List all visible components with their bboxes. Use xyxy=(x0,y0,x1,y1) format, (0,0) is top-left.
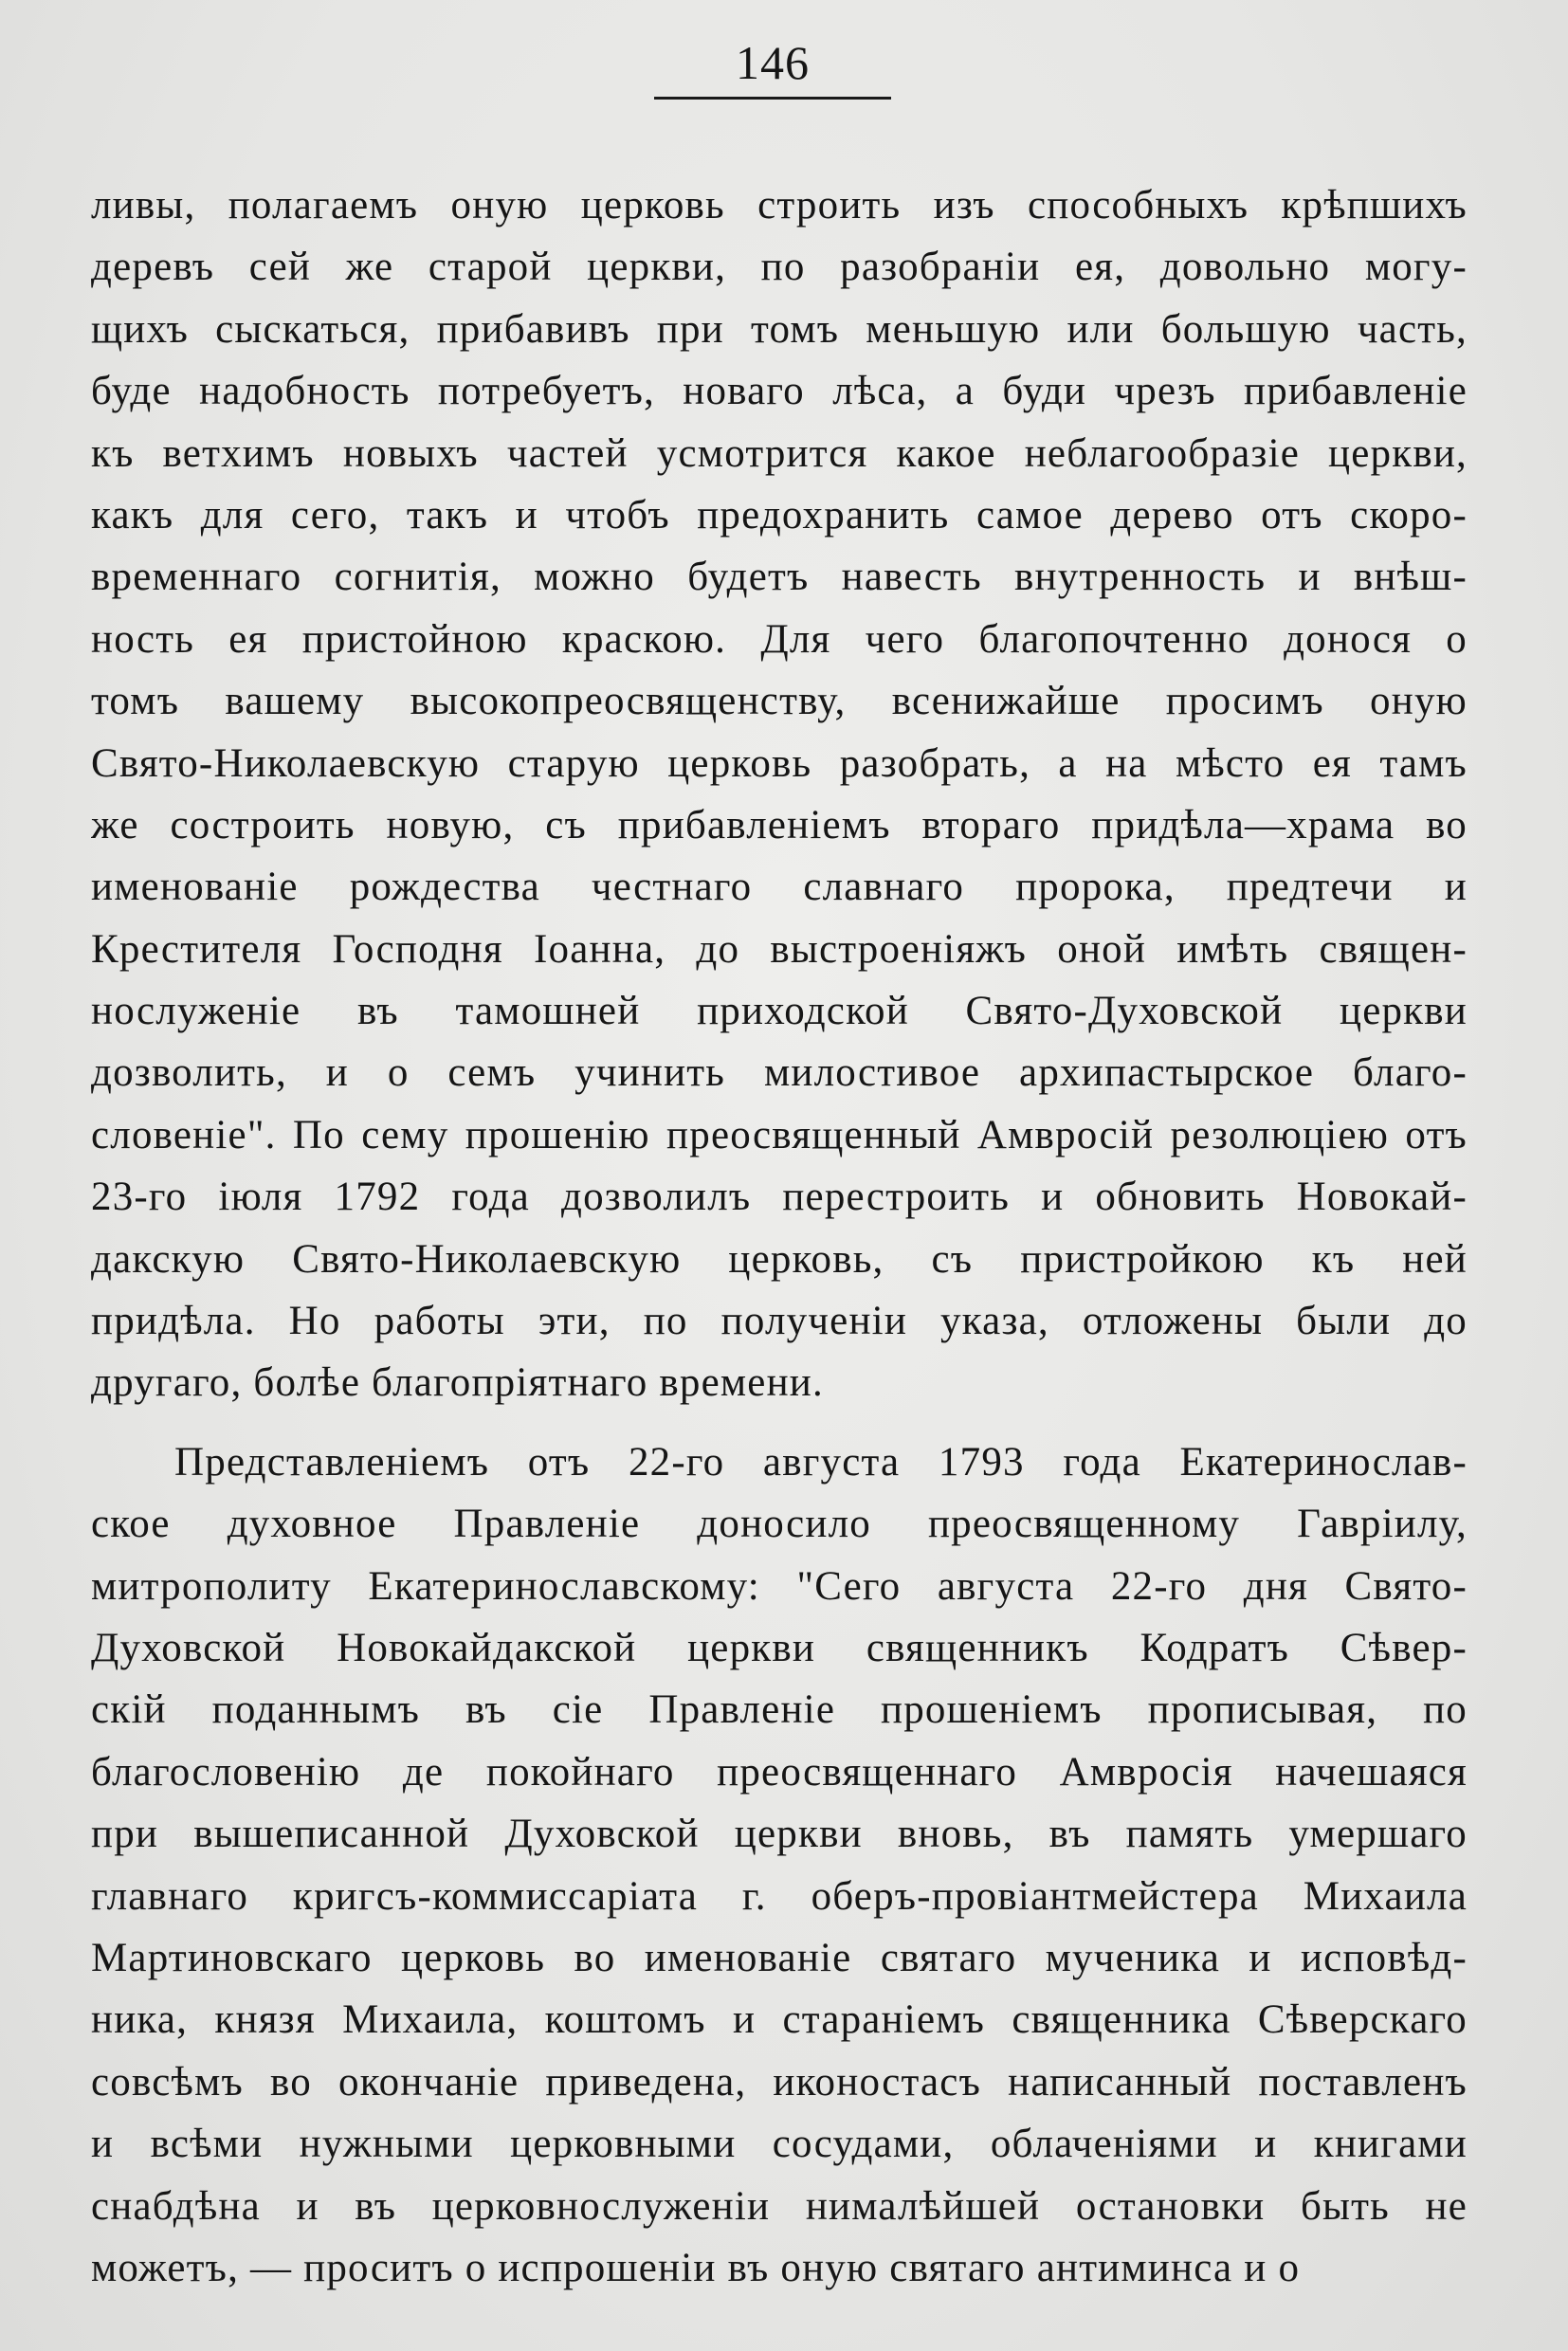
text-line: Представленіемъ отъ 22-го августа 1793 года Екатеринослав- xyxy=(174,1439,1468,1485)
text-line: томъ вашему высокопреосвященству, всенижайше просимъ оную xyxy=(91,679,1468,724)
text-line: какъ для сего, такъ и чтобъ предохранить самое дерево отъ скоро- xyxy=(91,492,1468,538)
paragraph xyxy=(91,174,1468,1414)
text-line: ника, князя Михаила, коштомъ и стараніемъ священника Сѣверскаго xyxy=(91,1997,1468,2043)
text-line: другаго, болѣе благопріятнаго времени. xyxy=(91,1360,824,1406)
text-line: при вышеписанной Духовской церкви вновь, въ память умершаго xyxy=(91,1812,1468,1857)
body-text xyxy=(91,174,1468,2299)
text-line: Свято-Николаевскую старую церковь разобрать, а на мѣсто ея тамъ xyxy=(91,740,1468,786)
text-line: же состроить новую, съ прибавленіемъ втораго придѣла—храма во xyxy=(91,802,1468,847)
text-line: буде надобность потребуетъ, новаго лѣса, а буди чрезъ прибавленіе xyxy=(91,369,1468,414)
text-line: совсѣмъ во окончаніе приведена, иконостасъ написанный поставленъ xyxy=(91,2059,1468,2105)
text-line: 23-го іюля 1792 года дозволилъ перестроить и обновить Новокай- xyxy=(91,1175,1468,1220)
text-line: скій поданнымъ въ сіе Правленіе прошеніемъ прописывая, по xyxy=(91,1687,1468,1733)
text-line: придѣла. Но работы эти, по полученіи указа, отложены были до xyxy=(91,1299,1468,1344)
text-line: именованіе рождества честнаго славнаго пророка, предтечи и xyxy=(91,865,1468,910)
paragraph-gap xyxy=(91,1414,1468,1431)
text-line: митрополиту Екатеринославскому: "Сего августа 22-го дня Свято- xyxy=(91,1563,1468,1609)
text-line: нослуженіе въ тамошней приходской Свято-Духовской церкви xyxy=(91,989,1468,1034)
text-line: къ ветхимъ новыхъ частей усмотрится какое неблагообразіе церкви, xyxy=(91,430,1468,476)
text-line: дозволить, и о семъ учинить милостивое архипастырское благо- xyxy=(91,1050,1468,1096)
page-number-underline xyxy=(654,97,891,100)
paragraph xyxy=(91,1431,1468,2299)
text-line: Мартиновскаго церковь во именованіе святаго мученика и исповѣд- xyxy=(91,1935,1468,1980)
text-line: ность ея пристойною краскою. Для чего благопочтенно донося о xyxy=(91,616,1468,662)
text-line: снабдѣна и въ церковнослуженіи нималѣйшей остановки быть не xyxy=(91,2183,1468,2229)
text-line: благословенію де покойнаго преосвященнаго Амвросія начешаяся xyxy=(91,1749,1468,1795)
page-number: 146 xyxy=(736,36,810,89)
text-line: деревъ сей же старой церкви, по разобраніи ея, довольно могу- xyxy=(91,245,1468,290)
text-line: щихъ сыскаться, прибавивъ при томъ меньшую или большую часть, xyxy=(91,306,1468,352)
text-line: Крестителя Господня Іоанна, до выстроенiяжъ оной имѣть священ- xyxy=(91,926,1468,972)
text-line: словеніе". По сему прошенію преосвященный Амвросій резолюціею отъ xyxy=(91,1112,1468,1157)
text-line: главнаго кригсъ-коммиссаріата г. оберъ-провіантмейстера Михаила xyxy=(91,1873,1468,1919)
text-line: Духовской Новокайдакской церкви священникъ Кодратъ Сѣвер- xyxy=(91,1625,1468,1670)
text-line: ское духовное Правленіе доносило преосвященному Гавріилу, xyxy=(91,1502,1468,1547)
text-line: временнаго согнитія, можно будетъ навесть внутренность и внѣш- xyxy=(91,555,1468,600)
text-line: дакскую Свято-Николаевскую церковь, съ пристройкою къ ней xyxy=(91,1236,1468,1282)
text-line: можетъ, — проситъ о испрошеніи въ оную святаго антиминса и о xyxy=(91,2245,1301,2290)
text-line: ливы, полагаемъ оную церковь строить изъ способныхъ крѣпшихъ xyxy=(91,183,1468,228)
text-line: и всѣми нужными церковными сосудами, облаченіями и книгами xyxy=(91,2122,1468,2167)
